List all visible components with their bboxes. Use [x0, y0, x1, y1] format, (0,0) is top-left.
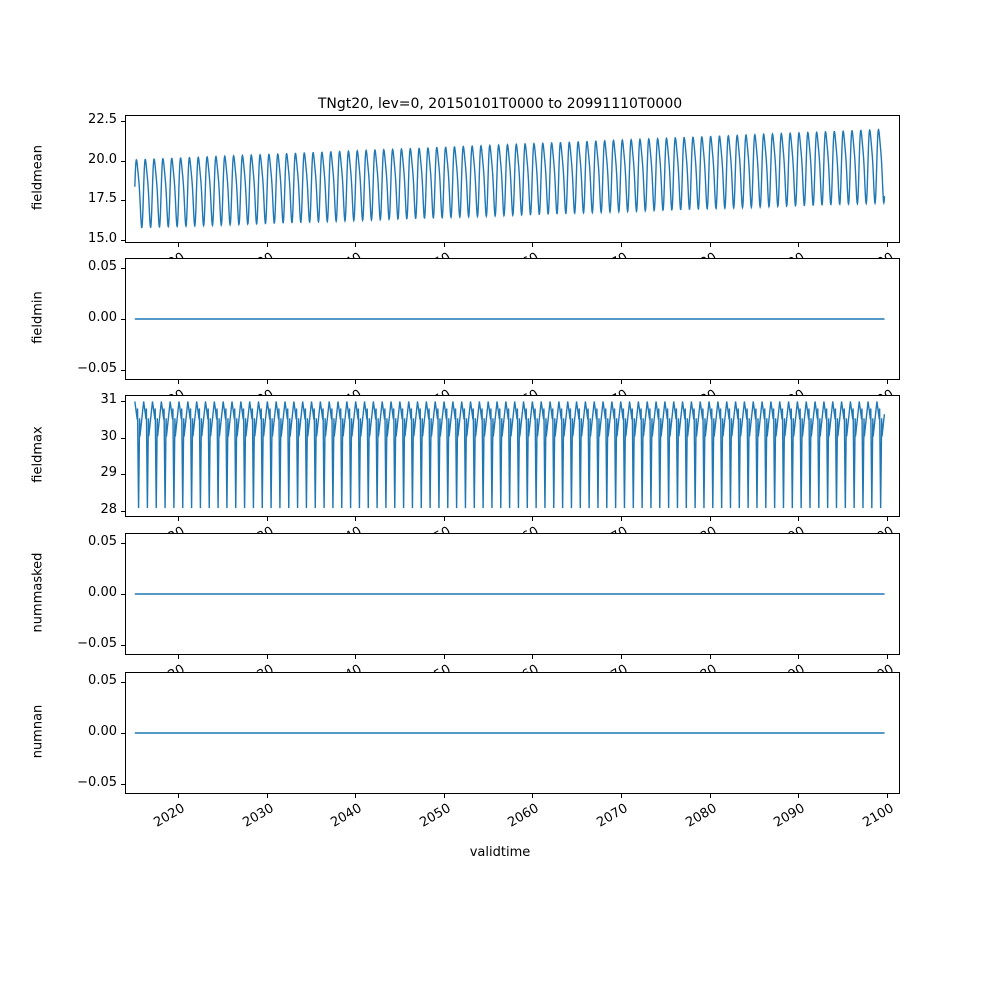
y-tick-label: 31 — [100, 391, 117, 407]
x-tick-mark — [444, 794, 445, 798]
y-tick-label: 0.00 — [88, 310, 117, 325]
x-tick-label: 2070 — [594, 801, 631, 831]
subplot-fieldmin — [125, 258, 900, 380]
y-tick-mark — [121, 474, 125, 475]
y-tick-mark — [121, 733, 125, 734]
x-tick-mark — [887, 517, 888, 521]
x-tick-mark — [887, 243, 888, 247]
x-tick-mark — [887, 380, 888, 384]
y-tick-mark — [121, 401, 125, 402]
x-tick-mark — [621, 517, 622, 521]
x-tick-label: 2060 — [505, 801, 542, 831]
x-tick-mark — [621, 243, 622, 247]
x-tick-mark — [887, 794, 888, 798]
y-axis-label-fieldmin: fieldmin — [30, 291, 46, 344]
y-tick-label: 29 — [100, 465, 117, 481]
y-tick-mark — [121, 370, 125, 371]
x-tick-mark — [710, 517, 711, 521]
x-tick-mark — [267, 517, 268, 521]
x-tick-mark — [798, 380, 799, 384]
x-tick-mark — [178, 243, 179, 247]
y-tick-label: 30 — [100, 428, 117, 444]
plot-line-fieldmax — [126, 396, 899, 516]
x-tick-mark — [178, 517, 179, 521]
x-tick-mark — [710, 243, 711, 247]
x-tick-mark — [178, 655, 179, 659]
x-tick-mark — [267, 655, 268, 659]
x-tick-mark — [444, 517, 445, 521]
subplot-fieldmean — [125, 115, 900, 243]
x-tick-mark — [444, 380, 445, 384]
x-tick-label: 2050 — [417, 801, 454, 831]
y-tick-mark — [121, 319, 125, 320]
x-tick-label: 2040 — [328, 801, 365, 831]
x-tick-mark — [798, 655, 799, 659]
x-tick-mark — [621, 655, 622, 659]
y-tick-label: −0.05 — [77, 774, 117, 790]
y-tick-label: −0.05 — [77, 635, 117, 651]
y-tick-label: 0.00 — [88, 585, 117, 600]
x-tick-mark — [267, 243, 268, 247]
x-tick-mark — [798, 243, 799, 247]
x-tick-mark — [178, 794, 179, 798]
x-tick-mark — [355, 380, 356, 384]
x-tick-mark — [887, 655, 888, 659]
plot-line-nummasked — [126, 534, 899, 654]
y-tick-mark — [121, 200, 125, 201]
x-tick-label: 2100 — [860, 801, 897, 831]
y-tick-label: 0.05 — [88, 259, 117, 275]
x-tick-mark — [355, 655, 356, 659]
y-tick-label: 20.0 — [88, 151, 117, 167]
y-tick-mark — [121, 543, 125, 544]
y-tick-mark — [121, 645, 125, 646]
y-tick-mark — [121, 438, 125, 439]
x-tick-mark — [532, 655, 533, 659]
x-tick-mark — [532, 243, 533, 247]
y-tick-label: 17.5 — [88, 191, 117, 207]
plot-line-numnan — [126, 673, 899, 793]
y-tick-mark — [121, 511, 125, 512]
x-tick-label: 2020 — [151, 801, 188, 831]
y-axis-label-nummasked: nummasked — [30, 552, 46, 633]
x-tick-mark — [444, 243, 445, 247]
x-tick-mark — [355, 243, 356, 247]
y-tick-mark — [121, 268, 125, 269]
x-tick-mark — [178, 380, 179, 384]
x-tick-mark — [710, 380, 711, 384]
x-tick-mark — [710, 655, 711, 659]
subplot-nummasked — [125, 533, 900, 655]
x-tick-mark — [532, 517, 533, 521]
y-tick-label: 15.0 — [88, 230, 117, 246]
y-axis-label-fieldmean: fieldmean — [30, 145, 46, 210]
subplot-fieldmax — [125, 395, 900, 517]
x-tick-label: 2090 — [771, 801, 808, 831]
y-tick-mark — [121, 682, 125, 683]
y-tick-label: 0.05 — [88, 673, 117, 689]
figure-title: TNgt20, lev=0, 20150101T0000 to 20991110T0000 — [317, 96, 683, 112]
y-tick-label: 0.05 — [88, 534, 117, 550]
y-tick-mark — [121, 784, 125, 785]
x-tick-mark — [532, 794, 533, 798]
x-axis-label: validtime — [469, 845, 531, 860]
y-tick-label: 22.5 — [88, 112, 117, 128]
x-tick-mark — [532, 380, 533, 384]
x-tick-mark — [621, 794, 622, 798]
y-axis-label-numnan: numnan — [30, 704, 46, 759]
x-tick-mark — [710, 794, 711, 798]
y-tick-mark — [121, 121, 125, 122]
x-tick-mark — [267, 794, 268, 798]
y-tick-label: 28 — [100, 502, 117, 518]
x-tick-mark — [267, 380, 268, 384]
y-axis-label-fieldmax: fieldmax — [30, 426, 46, 483]
y-tick-label: 0.00 — [88, 724, 117, 739]
x-tick-mark — [444, 655, 445, 659]
x-tick-mark — [355, 517, 356, 521]
plot-line-fieldmin — [126, 259, 899, 379]
subplot-numnan — [125, 672, 900, 794]
x-tick-mark — [355, 794, 356, 798]
y-tick-mark — [121, 161, 125, 162]
x-tick-label: 2080 — [682, 801, 720, 831]
plot-line-fieldmean — [126, 116, 899, 242]
y-tick-mark — [121, 594, 125, 595]
x-tick-mark — [621, 380, 622, 384]
x-tick-mark — [798, 517, 799, 521]
y-tick-mark — [121, 240, 125, 241]
x-tick-mark — [798, 794, 799, 798]
y-tick-label: −0.05 — [77, 360, 117, 376]
x-tick-label: 2030 — [240, 801, 277, 831]
